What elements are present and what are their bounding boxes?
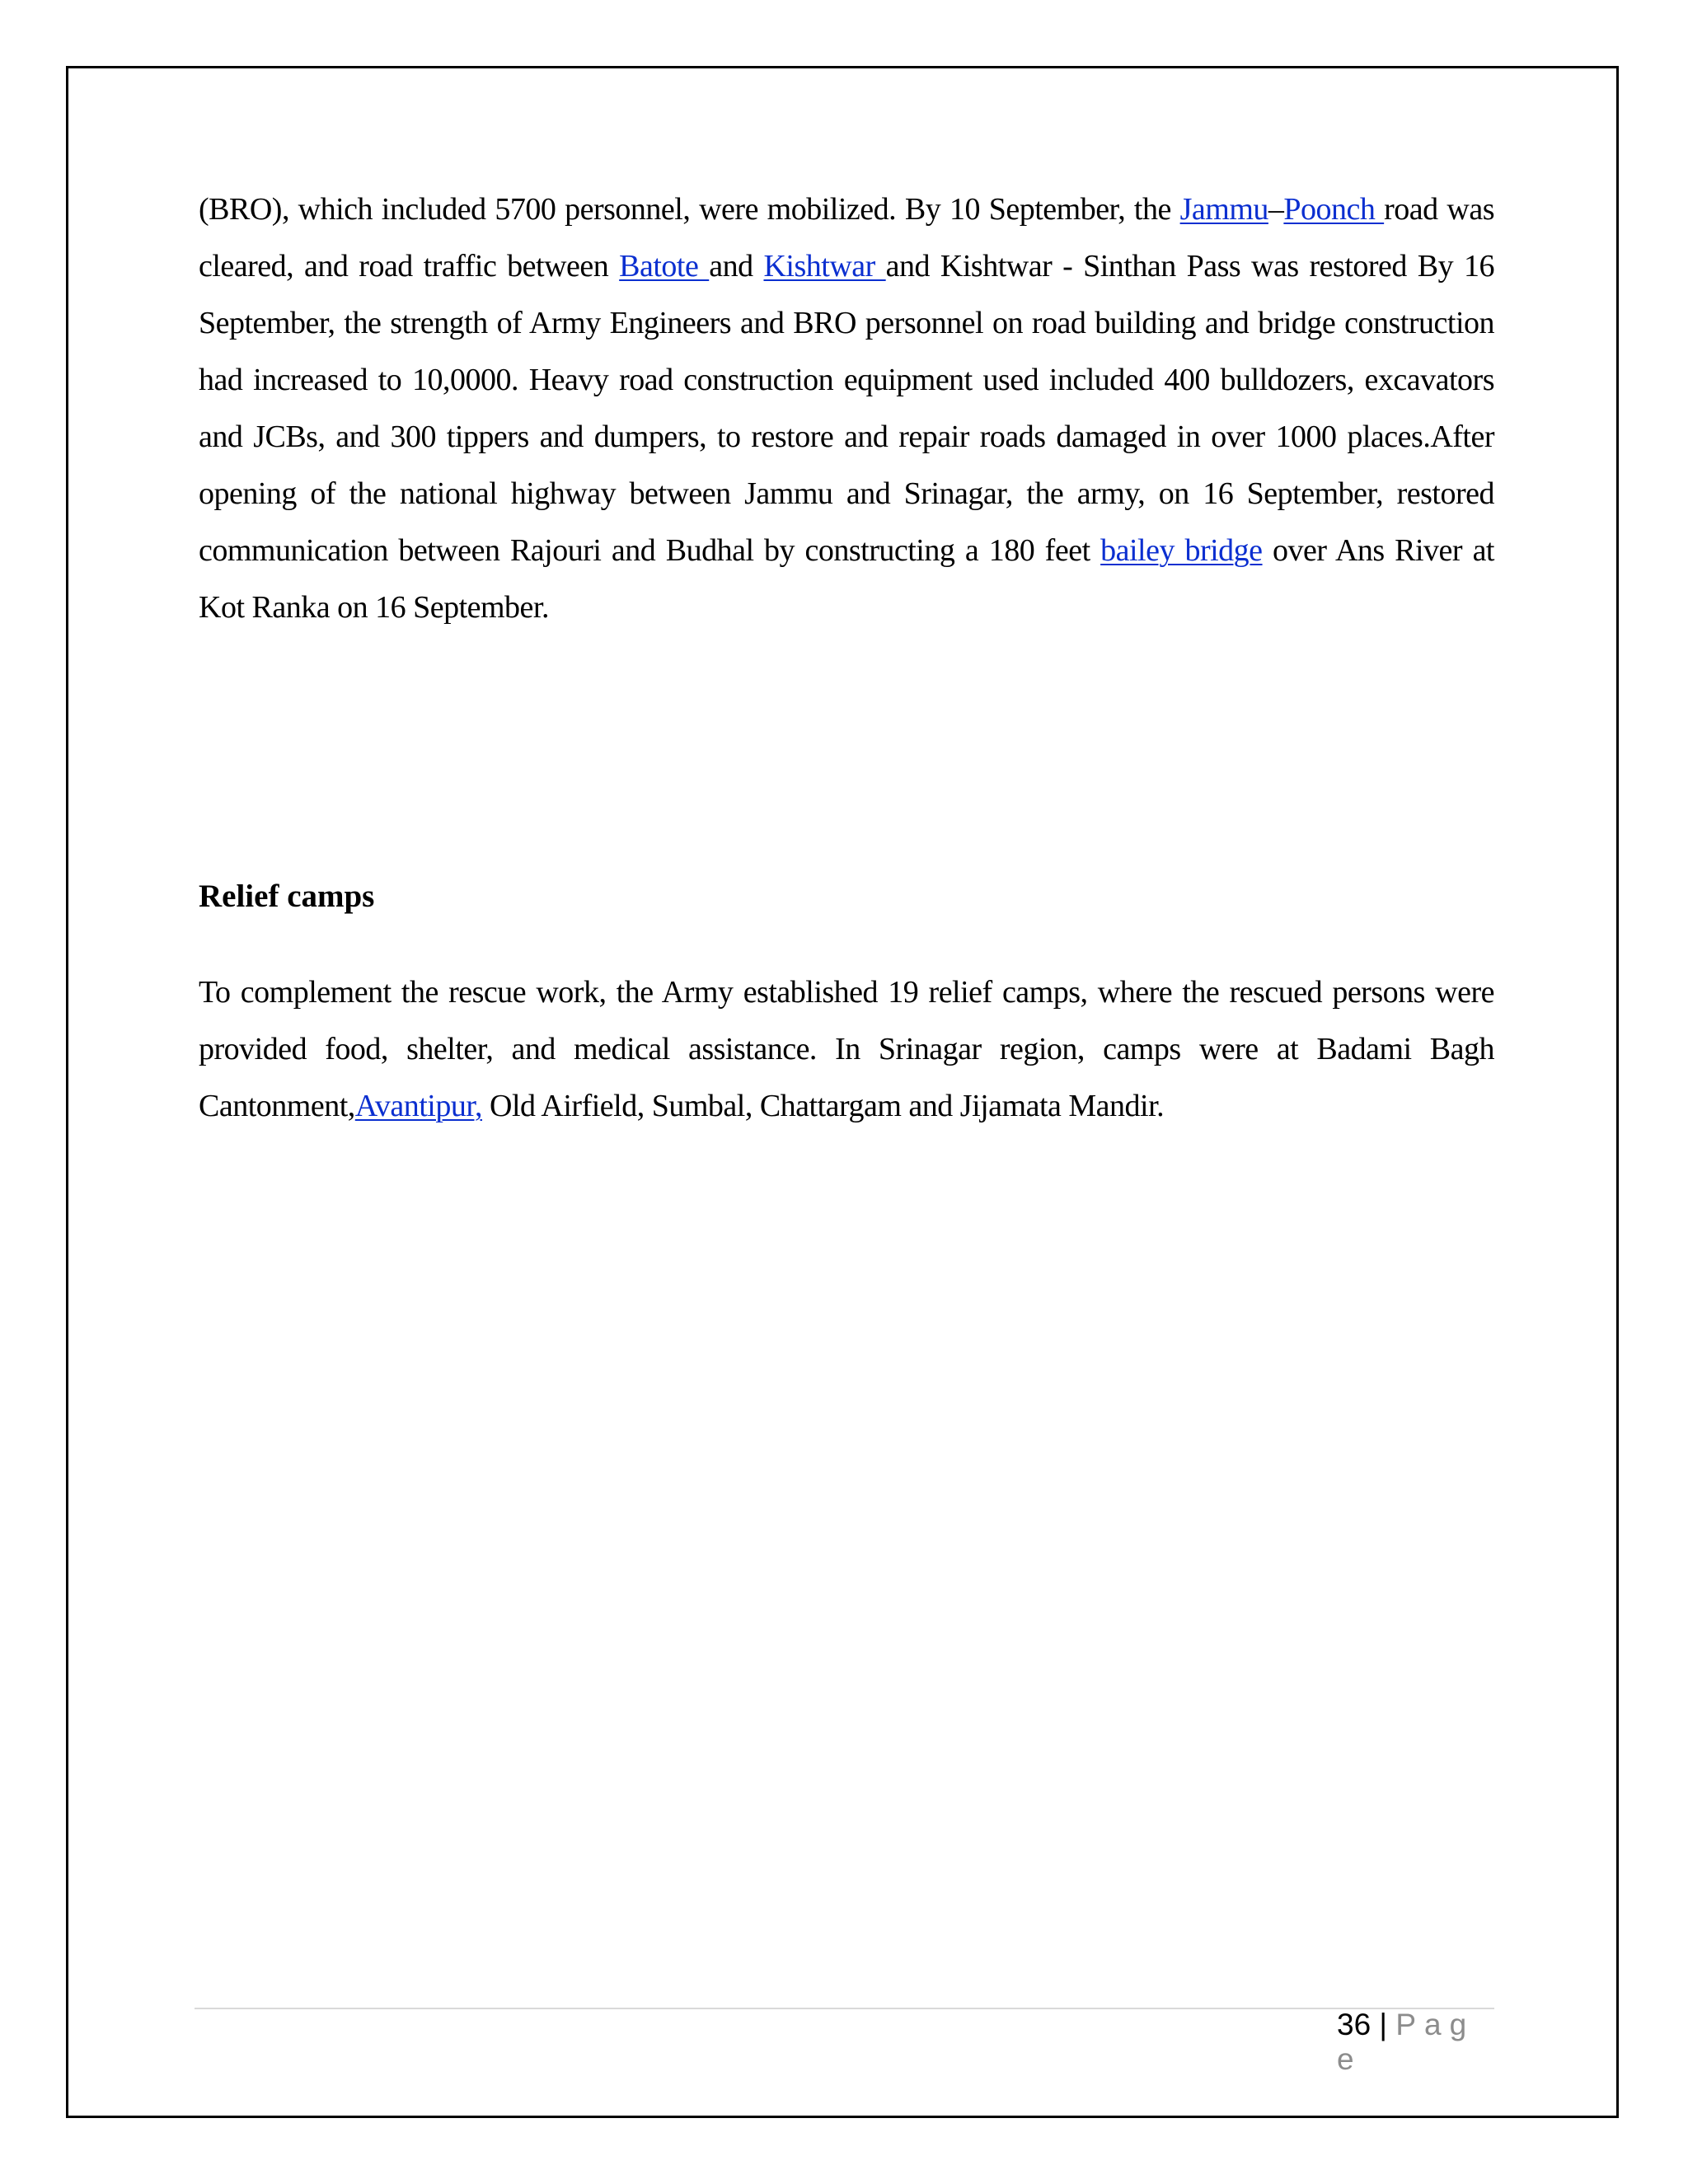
link-avantipur[interactable]: Avantipur, — [354, 1089, 483, 1123]
link-bailey-bridge[interactable]: bailey bridge — [1100, 533, 1263, 568]
link-jammu[interactable]: Jammu — [1179, 192, 1268, 227]
relief-camps-content — [199, 964, 1494, 1135]
para1-dash: – — [1268, 192, 1284, 227]
para1-text-2: road was cleared, and road traffic between — [199, 192, 1495, 284]
para1-text-1: (BRO), which included 5700 personnel, were mobilized. By 10 September, the — [199, 192, 1180, 227]
link-kishtwar[interactable]: Kishtwar — [763, 249, 886, 284]
link-poonch[interactable]: Poonch — [1283, 192, 1385, 227]
page-number-separator: | — [1371, 2008, 1396, 2041]
para2-text-1: To complement the rescue work, the Army established 19 relief camps, where the rescued persons were provided food, shelter, and medical assistance. In Srinagar region, camps were at Badami Bagh Cantonment, — [199, 975, 1494, 1123]
section-heading-relief-camps: Relief camps — [199, 879, 375, 914]
page-word: Page — [1337, 2008, 1475, 2076]
paragraph-relief-camps — [199, 964, 1494, 1135]
main-content — [199, 181, 1494, 636]
page-number — [1337, 2008, 1481, 2077]
para2-text-2: Old Airfield, Sumbal, Chattargam and Jijamata Mandir. — [482, 1089, 1165, 1123]
para1-text-5: over Ans River at Kot Ranka on 16 September. — [199, 533, 1494, 625]
link-batote[interactable]: Batote — [619, 249, 710, 284]
para1-text-3: and — [709, 249, 764, 284]
page-number-value: 36 — [1337, 2008, 1372, 2041]
para1-text-4: and Kishtwar - Sinthan Pass was restored By 16 September, the strength of Army Engineers and BRO personnel on road building and bridge construction had increased to 10,0000. Heavy road construction equipment used included 400 bulldozers, excavators and JCBs, and 300 tippers and dumpers, to restore and repair roads damaged in over 1000 places.After opening of the national highway between Jammu and Srinagar, the army, on 16 September, restored communication between Rajouri and Budhal by constructing a 180 feet — [199, 249, 1494, 568]
paragraph-road-restoration — [199, 181, 1494, 636]
footer-divider — [195, 2008, 1494, 2009]
